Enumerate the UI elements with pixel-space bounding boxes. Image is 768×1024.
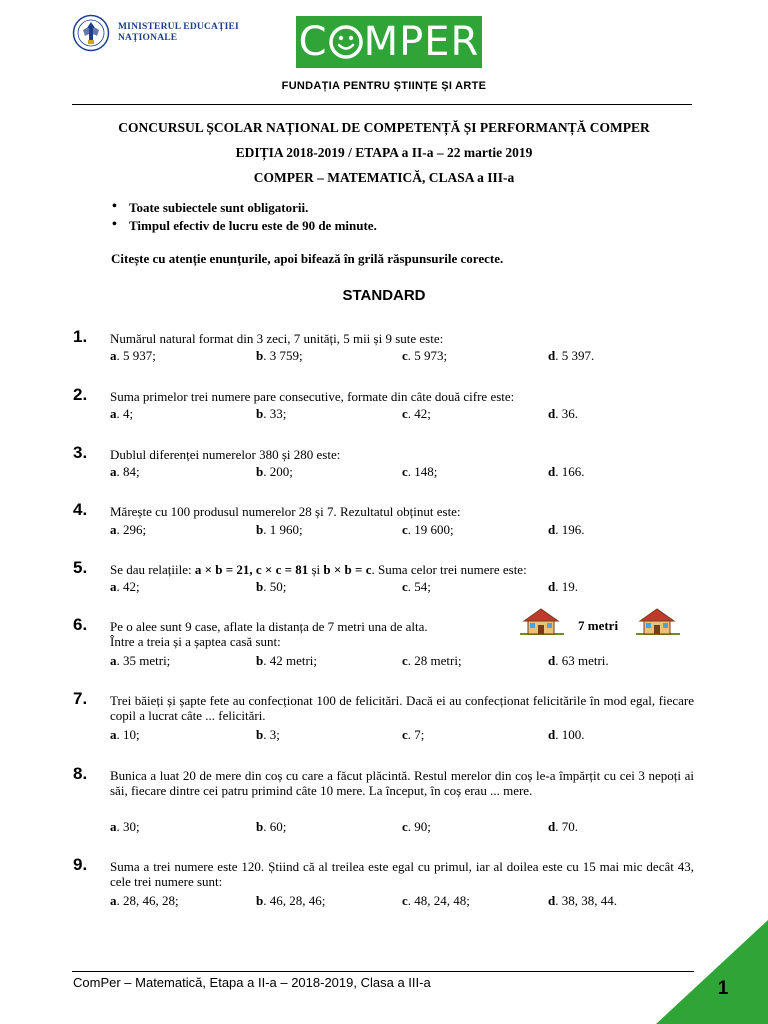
option-c[interactable]: c. 7; <box>402 727 425 742</box>
ministry-logo <box>72 14 239 52</box>
edition-title: EDIȚIA 2018-2019 / ETAPA a II-a – 22 martie 2019 <box>235 145 533 160</box>
subject-title: COMPER – MATEMATICĂ, CLASA a III-a <box>253 170 515 185</box>
question-number: 4. <box>73 500 88 519</box>
option-d[interactable]: d. 63 metri. <box>548 653 609 668</box>
question-text: Trei băieți și șapte fete au confecționat 100 de felicitări. Dacă ei au confecționat felicitările în mod egal, fiecare copil a lucrat câte ... felicitări. <box>110 693 694 723</box>
option-d[interactable]: d. 38, 38, 44. <box>548 893 617 908</box>
house-icon <box>520 606 564 636</box>
option-a[interactable]: a. 28, 46, 28; <box>110 893 179 908</box>
comper-logo <box>296 16 482 68</box>
question-text: Numărul natural format din 3 zeci, 7 unități, 5 mii și 9 sute este: <box>110 331 444 346</box>
option-b[interactable]: b. 33; <box>256 406 287 421</box>
rule-item: • Timpul efectiv de lucru este de 90 de minute. <box>112 218 377 236</box>
rules-list <box>112 200 377 236</box>
option-c[interactable]: c. 90; <box>402 819 431 834</box>
question-text: Suma primelor trei numere pare consecutive, formate din câte două cifre este: <box>110 389 515 404</box>
option-b[interactable]: b. 1 960; <box>256 522 303 537</box>
answer-options <box>110 653 700 669</box>
instruction: Citește cu atenție enunțurile, apoi bifează în grilă răspunsurile corecte. <box>111 251 504 266</box>
footer-divider <box>72 971 694 972</box>
question-text: Se dau relațiile: a × b = 21, c × c = 81 și b × b = c. Suma celor trei numere este: <box>110 562 527 577</box>
logo-text-right: MPER <box>363 19 480 65</box>
question-number: 9. <box>73 855 88 874</box>
option-c[interactable]: c. 28 metri; <box>402 653 462 668</box>
option-b[interactable]: b. 42 metri; <box>256 653 318 668</box>
question-text: Bunica a luat 20 de mere din coș cu care a făcut plăcintă. Restul merelor din coș le-a împărțit cu cei 3 nepoți ai săi, fiecare dintre cei patru primind câte 10 mere. La început, în coș erau ... mere. <box>110 768 694 798</box>
question-number: 1. <box>73 327 88 346</box>
ministry-name-line1: MINISTERUL EDUCAȚIEI <box>118 22 239 32</box>
option-b[interactable]: b. 46, 28, 46; <box>256 893 326 908</box>
page-number: 1 <box>717 978 729 999</box>
ministry-name-line2: NAȚIONALE <box>118 33 178 43</box>
option-a[interactable]: a. 4; <box>110 406 134 421</box>
option-c[interactable]: c. 5 973; <box>402 348 448 363</box>
option-b[interactable]: b. 200; <box>256 464 293 479</box>
question-number: 6. <box>73 615 88 634</box>
option-b[interactable]: b. 3 759; <box>256 348 303 363</box>
option-c[interactable]: c. 48, 24, 48; <box>402 893 470 908</box>
option-c[interactable]: c. 54; <box>402 579 431 594</box>
question-text: Pe o alee sunt 9 case, aflate la distanța de 7 metri una de alta. Între a treia și a șaptea casă sunt: <box>110 619 428 649</box>
option-b[interactable]: b. 50; <box>256 579 287 594</box>
answer-options <box>110 406 700 422</box>
question-number: 3. <box>73 443 88 462</box>
option-a[interactable]: a. 84; <box>110 464 140 479</box>
option-a[interactable]: a. 10; <box>110 727 140 742</box>
corner-triangle-decoration <box>656 920 768 1024</box>
option-d[interactable]: d. 166. <box>548 464 585 479</box>
logo-text-left: C <box>298 19 328 65</box>
option-b[interactable]: b. 3; <box>256 727 280 742</box>
section-heading: STANDARD <box>342 287 426 304</box>
option-a[interactable]: a. 30; <box>110 819 140 834</box>
header-divider <box>72 104 692 105</box>
smiley-icon <box>328 24 364 60</box>
rule-item: • Toate subiectele sunt obligatorii. <box>112 200 377 218</box>
option-a[interactable]: a. 296; <box>110 522 147 537</box>
question-number: 5. <box>73 558 88 577</box>
option-d[interactable]: d. 19. <box>548 579 578 594</box>
answer-options <box>110 727 700 743</box>
house-icon <box>636 606 680 636</box>
question-number: 8. <box>73 764 88 783</box>
foundation-name: FUNDAȚIA PENTRU ȘTIINȚE ȘI ARTE <box>281 80 487 92</box>
answer-options <box>110 579 700 595</box>
answer-options <box>110 464 700 480</box>
question-number: 7. <box>73 689 88 708</box>
answer-options <box>110 819 700 835</box>
option-c[interactable]: c. 42; <box>402 406 431 421</box>
option-d[interactable]: d. 70. <box>548 819 578 834</box>
option-a[interactable]: a. 42; <box>110 579 140 594</box>
option-c[interactable]: c. 19 600; <box>402 522 454 537</box>
answer-options <box>110 893 700 909</box>
option-a[interactable]: a. 5 937; <box>110 348 156 363</box>
question-text: Dublul diferenței numerelor 380 și 280 este: <box>110 447 341 462</box>
answer-options <box>110 522 700 538</box>
question-text: Suma a trei numere este 120. Știind că al treilea este egal cu primul, iar al doilea este cu 15 mai mic decât 43, cele trei numere sunt: <box>110 859 694 889</box>
answer-options <box>110 348 700 364</box>
option-a[interactable]: a. 35 metri; <box>110 653 171 668</box>
option-b[interactable]: b. 60; <box>256 819 287 834</box>
ministry-crest-icon <box>72 14 110 52</box>
option-d[interactable]: d. 196. <box>548 522 585 537</box>
option-d[interactable]: d. 36. <box>548 406 578 421</box>
question-text: Mărește cu 100 produsul numerelor 28 și 7. Rezultatul obținut este: <box>110 504 461 519</box>
footer-text: ComPer – Matematică, Etapa a II-a – 2018-2019, Clasa a III-a <box>73 975 431 990</box>
option-d[interactable]: d. 5 397. <box>548 348 595 363</box>
option-c[interactable]: c. 148; <box>402 464 438 479</box>
contest-title: CONCURSUL ȘCOLAR NAȚIONAL DE COMPETENȚĂ ȘI PERFORMANȚĂ COMPER <box>118 120 650 135</box>
question-number: 2. <box>73 385 88 404</box>
option-d[interactable]: d. 100. <box>548 727 585 742</box>
distance-label: 7 metri <box>578 618 619 633</box>
